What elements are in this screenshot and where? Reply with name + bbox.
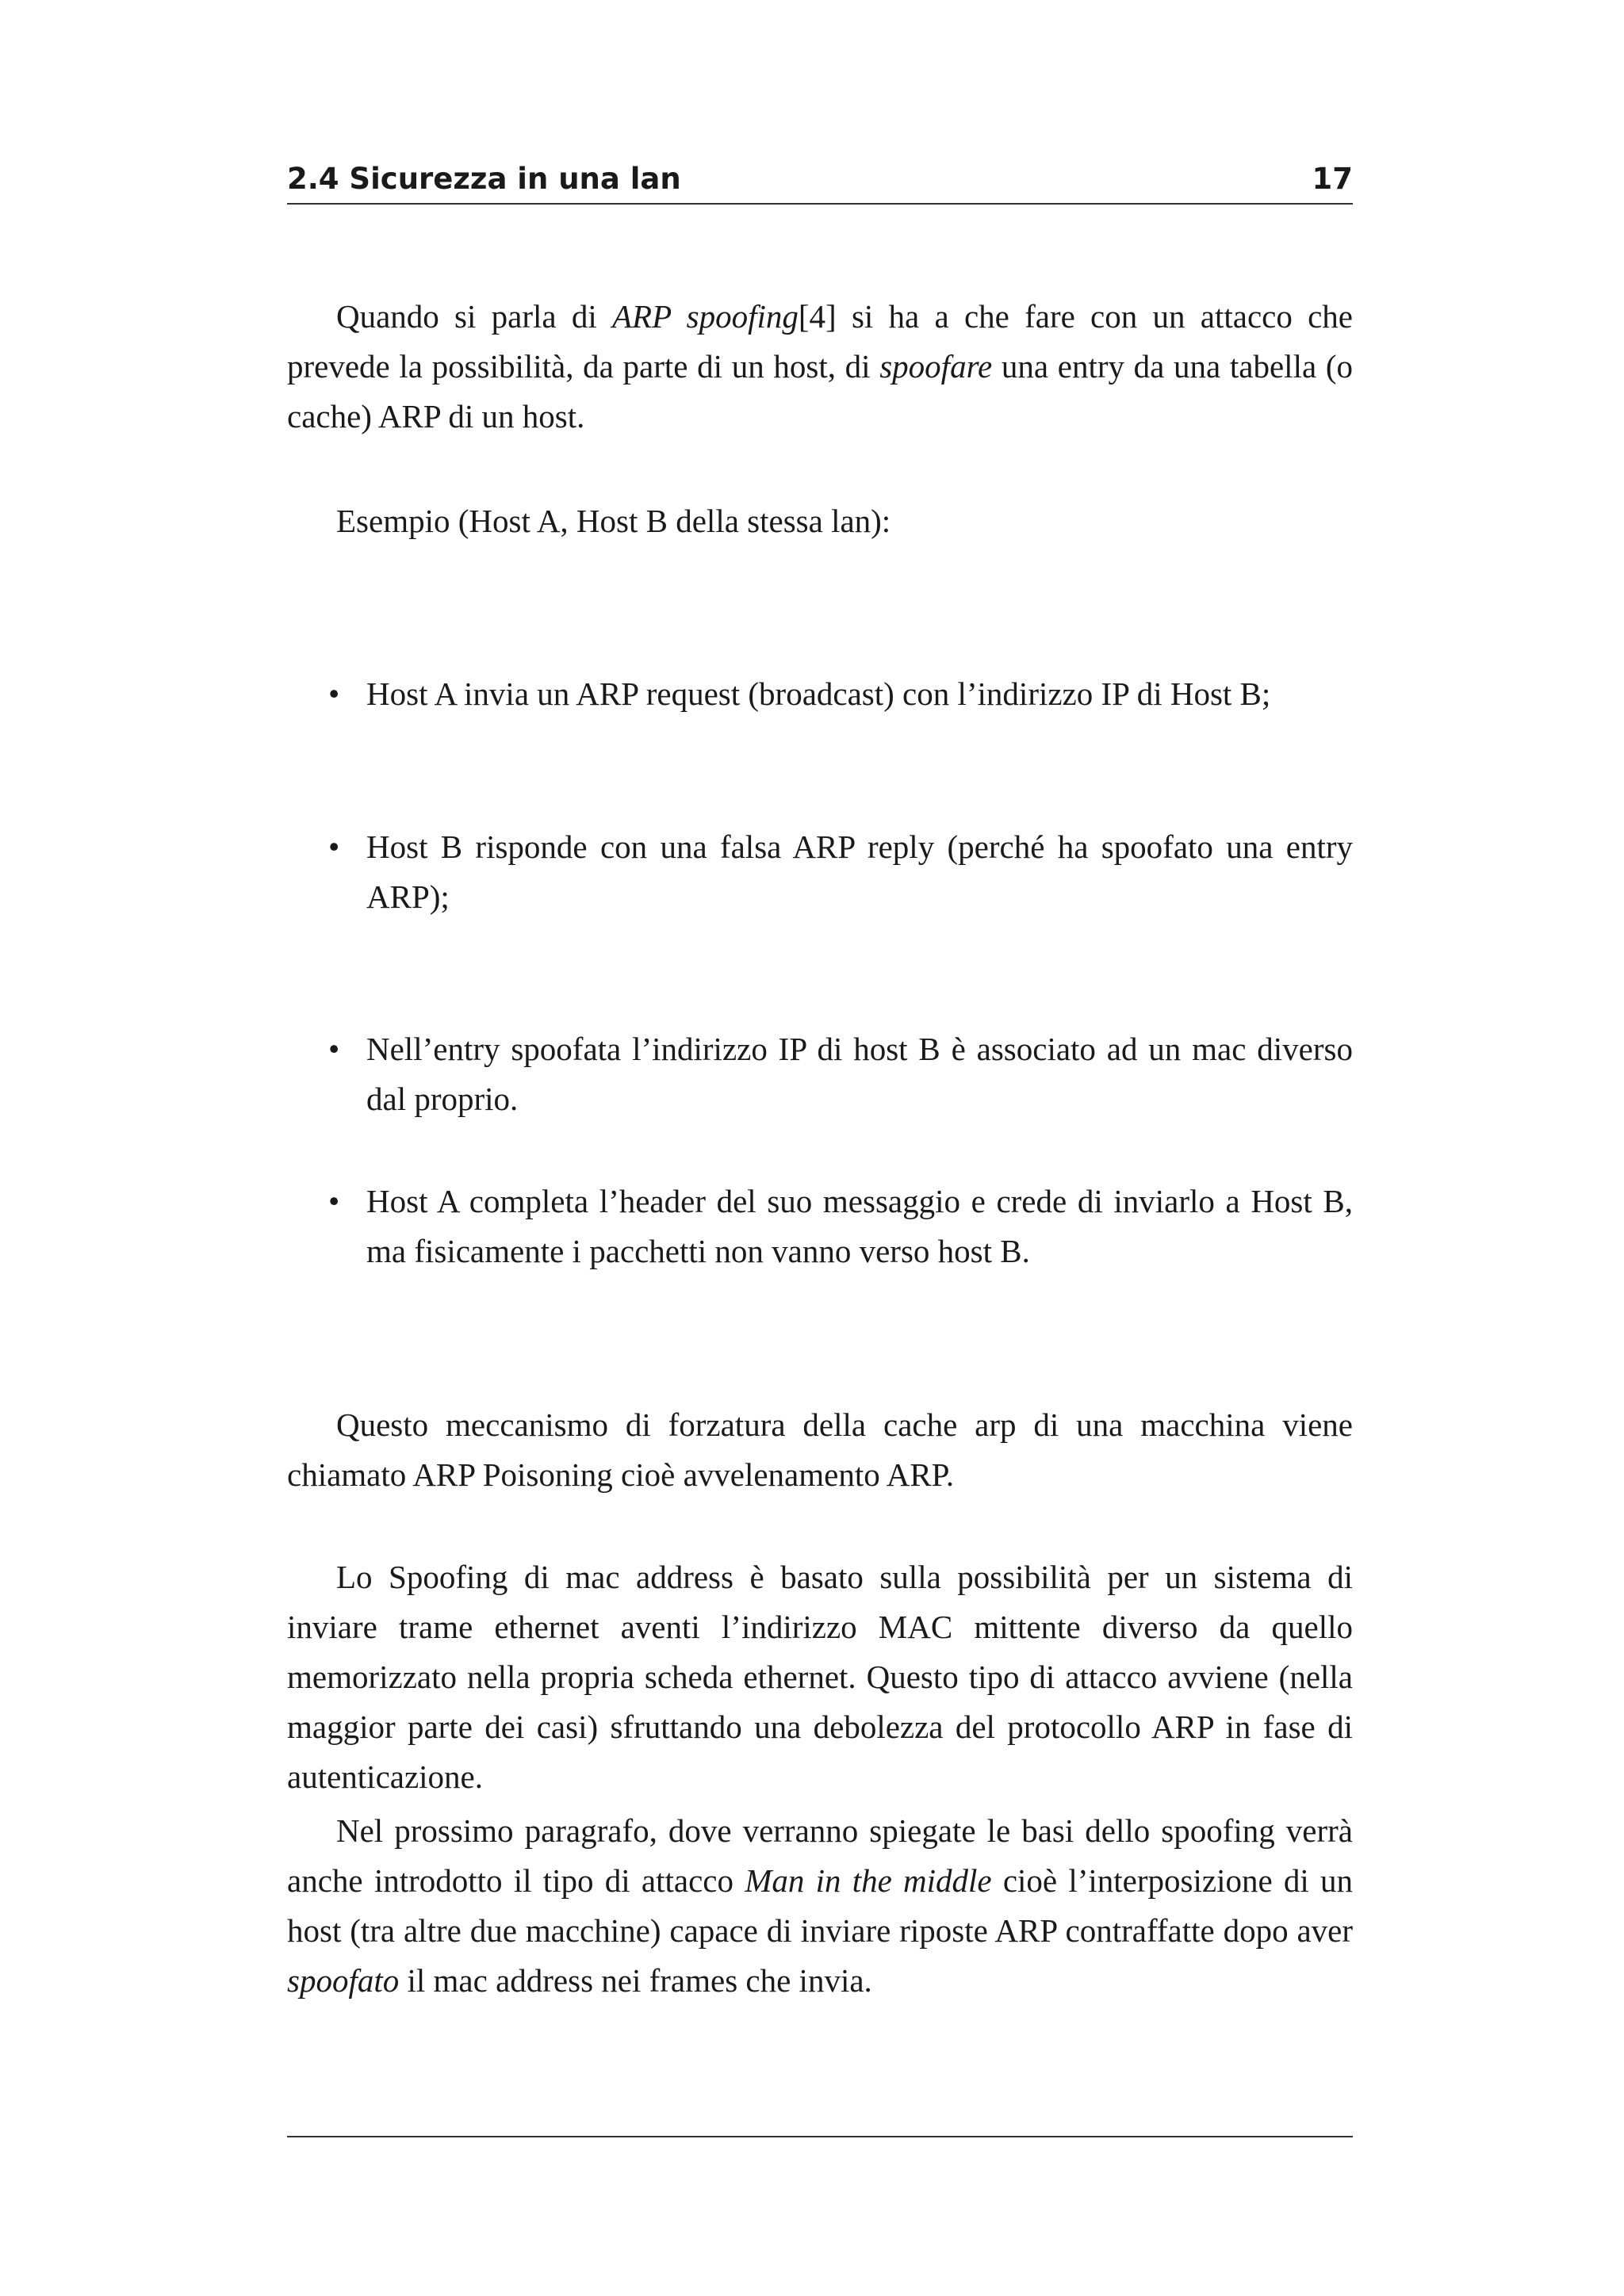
list-item: • Host A completa l’header del suo messaggio e crede di inviarlo a Host B, ma fisicamente i pacchetti non vanno verso host B.: [287, 1177, 1353, 1276]
paragraph-mac-spoofing: Lo Spoofing di mac address è basato sulla possibilità per un sistema di inviare trame ethernet aventi l’indirizzo MAC mittente diverso da quello memorizzato nella propria scheda ethernet. Questo tipo di attacco avviene (nella maggior parte dei casi) sfruttando una debolezza del protocollo ARP in fase di autenticazione.: [287, 1559, 1353, 1795]
term-spoofare: spoofare: [879, 348, 993, 385]
footer-rule: [287, 2136, 1353, 2137]
bullet-icon: •: [328, 1031, 340, 1067]
term-spoofato: spoofato: [287, 1962, 400, 1999]
list-item: • Nell’entry spoofata l’indirizzo IP di host B è associato ad un mac diverso dal proprio.: [287, 1024, 1353, 1124]
bullet-icon: •: [328, 828, 340, 865]
page-number: 17: [1312, 162, 1353, 196]
list-item: • Host A invia un ARP request (broadcast) con l’indirizzo IP di Host B;: [287, 669, 1353, 719]
running-header: [287, 155, 1353, 205]
example-intro: Esempio (Host A, Host B della stessa lan):: [336, 503, 891, 539]
section-title: 2.4 Sicurezza in una lan: [287, 162, 681, 196]
list-item: • Host B risponde con una falsa ARP reply (perché ha spoofato una entry ARP);: [287, 822, 1353, 922]
term-arp-spoofing: ARP spoofing: [612, 298, 799, 335]
paragraph-arp-poisoning: Questo meccanismo di forzatura della cache arp di una macchina viene chiamato ARP Poisoning cioè avvelenamento ARP.: [287, 1406, 1353, 1493]
paragraph-man-in-the-middle: Nel prossimo paragrafo, dove verranno spiegate le basi dello spoofing verrà anche introdotto il tipo di attacco Man in the middle cioè l’interposizione di un host (tra altre due macchine) capace di inviare riposte ARP contraffatte dopo aver spoofato il mac address nei frames che invia.: [287, 1812, 1353, 1999]
term-man-in-the-middle: Man in the middle: [745, 1862, 992, 1899]
bullet-icon: •: [328, 1183, 340, 1219]
paragraph-arp-spoofing: Quando si parla di ARP spoofing[4] si ha a che fare con un attacco che prevede la possibilità, da parte di un host, di spoofare una entry da una tabella (o cache) ARP di un host.: [287, 298, 1353, 434]
bullet-icon: •: [328, 675, 340, 712]
document-page: [287, 0, 1353, 2296]
